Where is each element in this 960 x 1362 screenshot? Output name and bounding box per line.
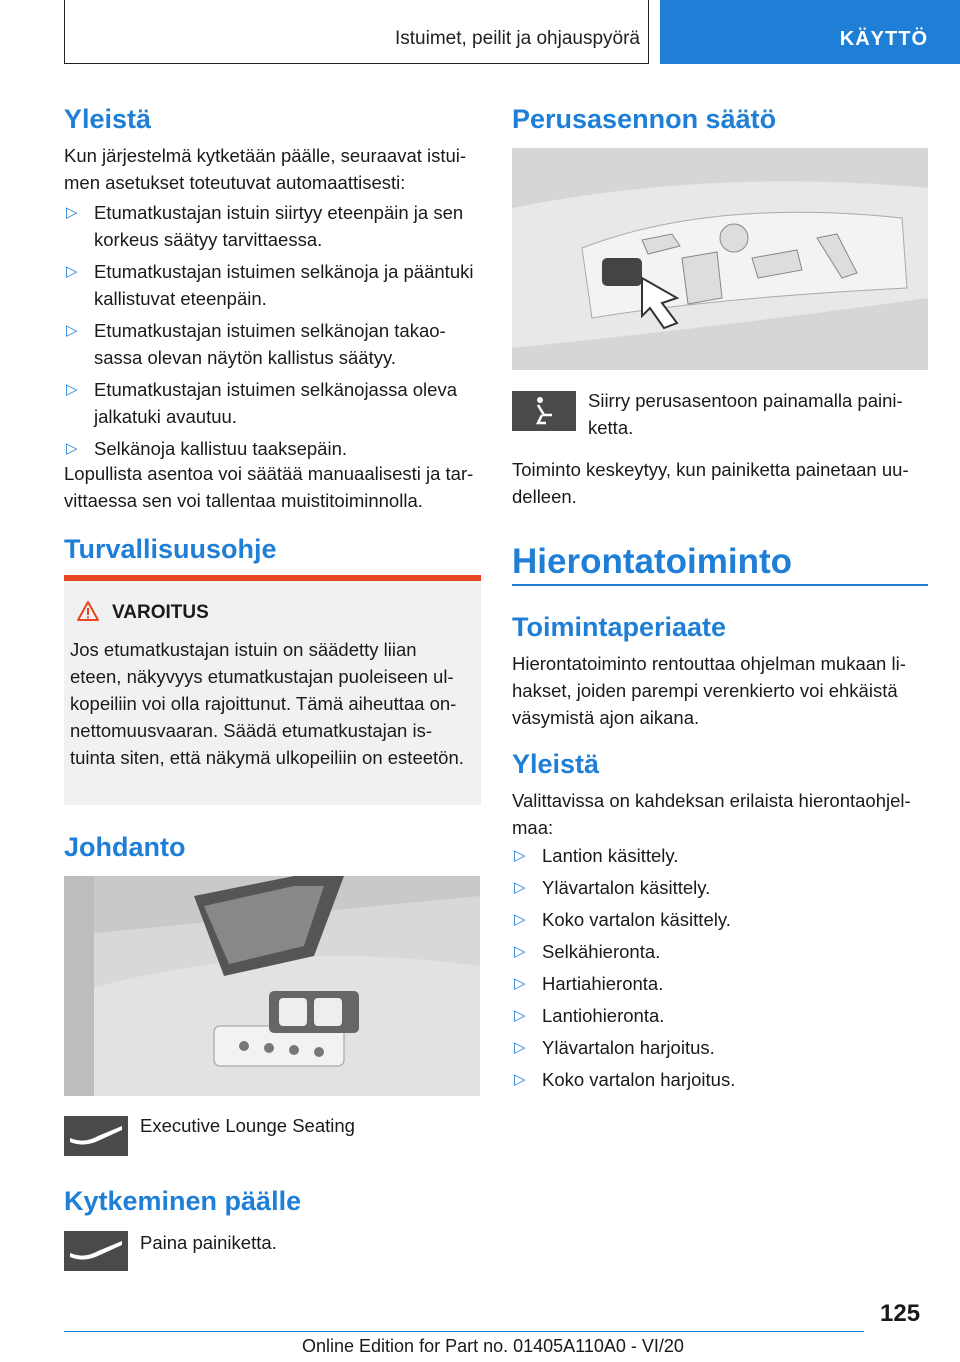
list-item: ▷ Etumatkustajan istuin siirtyy eteenpäin ja sen korkeus säätyy tarvittaessa. [66, 202, 464, 250]
general2-heading: Yleistä [512, 749, 600, 779]
principle-text: Hierontatoiminto rentouttaa ohjelman mukaan lihakset, joiden parempi verenkierto voi ehkäistä väsymistä ajon aikana. [512, 653, 906, 728]
seat-recline-button-icon [512, 391, 576, 431]
seat-adjust-button-icon [64, 1231, 128, 1271]
page-number: 125 [880, 1300, 921, 1327]
header-chapter-title: KÄYTTÖ [839, 28, 928, 50]
general-after-text: Lopullista asentoa voi säätää manuaalisesti ja tarvittaessa sen voi tallentaa muistitoiminnolla. [64, 463, 474, 511]
footer-rule [64, 1331, 864, 1332]
list-item: ▷ Koko vartalon käsittely. [514, 909, 731, 930]
footer-edition: Online Edition for Part no. 01405A110A0 - VI/20 [302, 1336, 684, 1356]
list-item: ▷ Lantion käsittely. [514, 845, 679, 866]
list-item: ▷ Ylävartalon käsittely. [514, 877, 711, 898]
switch-on-text: Paina painiketta. [140, 1232, 277, 1253]
list-item: ▷ Etumatkustajan istuimen selkänoja ja pääntuki kallistuvat eteenpäin. [66, 261, 474, 309]
warning-label: VAROITUS [112, 602, 209, 623]
general-heading: Yleistä [64, 104, 152, 134]
header-section-title: Istuimet, peilit ja ohjauspyörä [394, 28, 640, 49]
basic-position-after: Toiminto keskeytyy, kun painiketta painetaan uudelleen. [512, 459, 909, 507]
safety-heading: Turvallisuusohje [64, 534, 277, 564]
list-item: ▷ Selkähieronta. [514, 941, 661, 962]
intro-caption: Executive Lounge Seating [140, 1115, 355, 1136]
principle-heading: Toimintaperiaate [512, 612, 727, 642]
list-item: ▷ Lantiohieronta. [514, 1005, 665, 1026]
list-item: ▷ Selkänoja kallistuu taaksepäin. [66, 438, 347, 459]
warning-triangle-icon [76, 600, 100, 622]
heading-rule [512, 584, 928, 586]
switch-on-heading: Kytkeminen päälle [64, 1186, 302, 1216]
list-item: ▷ Hartiahieronta. [514, 973, 664, 994]
list-item: ▷ Ylävartalon harjoitus. [514, 1037, 715, 1058]
warning-bar [64, 575, 481, 581]
general-bullet-list [64, 199, 482, 467]
seat-controls-image [512, 148, 928, 370]
general2-text: Valittavissa on kahdeksan erilaista hierontaohjelmaa: [512, 790, 911, 838]
list-item: ▷ Koko vartalon harjoitus. [514, 1069, 736, 1090]
basic-position-caption: Siirry perusasentoon painamalla painiketta. [588, 390, 903, 438]
list-item: ▷ Etumatkustajan istuimen selkänojan takaosassa olevan näytön kallistus säätyy. [66, 320, 446, 368]
list-item: ▷ Etumatkustajan istuimen selkänojassa oleva jalkatuki avautuu. [66, 379, 457, 427]
door-panel-image [64, 876, 480, 1096]
seat-adjust-button-icon [64, 1116, 128, 1156]
massage-heading: Hierontatoiminto [512, 542, 792, 581]
basic-position-heading: Perusasennon säätö [512, 104, 777, 134]
intro-heading: Johdanto [64, 832, 186, 862]
general-text: Kun järjestelmä kytketään päälle, seuraavat istuimen asetukset toteutuvat automaattisesti: [64, 145, 467, 193]
warning-text: Jos etumatkustajan istuin on säädetty liian eteen, näkyvyys etumatkustajan puoleiseen ulkopeiliin voi olla rajoittunut. Tämä aiheuttaa onnettomuusvaaran. Säädä etumatkustajan istuinta siten, että näkymä ulkopeiliin on esteetön. [70, 639, 464, 768]
program-list [512, 842, 930, 1098]
